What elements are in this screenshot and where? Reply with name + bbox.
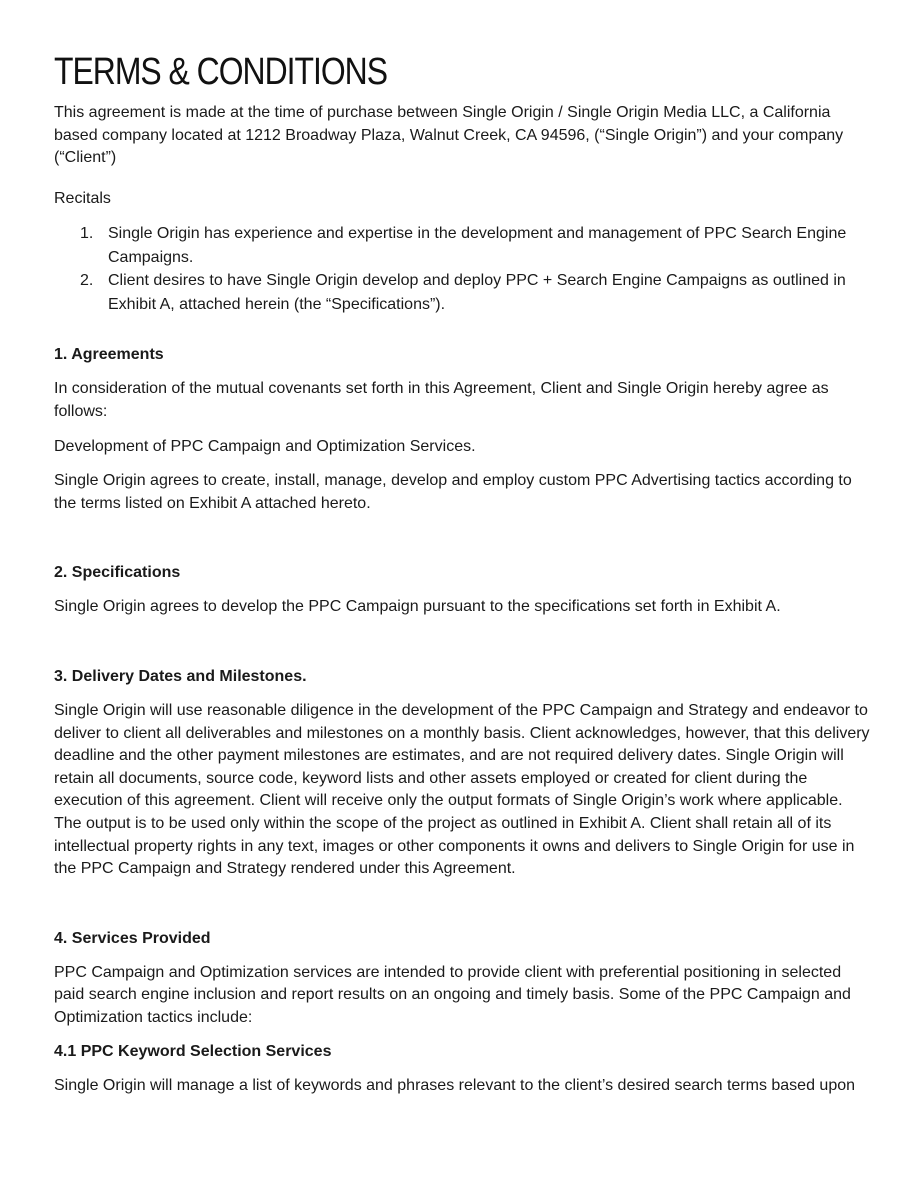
services-paragraph: PPC Campaign and Optimization services are intended to provide client with preferential positioning in selected paid search engine inclusion and report results on an ongoing and timely basis. Some of the PPC Campaign and Optimization tactics include: — [54, 963, 851, 1026]
specifications-paragraph: Single Origin agrees to develop the PPC Campaign pursuant to the specifications set forth in Exhibit A. — [54, 598, 781, 616]
section-heading-specifications: 2. Specifications — [54, 564, 181, 582]
recitals-list — [54, 222, 870, 316]
document-page — [54, 50, 870, 1110]
keyword-selection-paragraph: Single Origin will manage a list of keywords and phrases relevant to the client’s desired search terms based upon — [54, 1077, 856, 1095]
recital-item — [54, 269, 870, 316]
recital-number: 2. — [80, 272, 94, 290]
section-heading-services: 4. Services Provided — [54, 929, 211, 947]
subsection-heading-keyword-selection: 4.1 PPC Keyword Selection Services — [54, 1043, 332, 1061]
agreements-paragraph-2: Development of PPC Campaign and Optimization Services. — [54, 437, 476, 455]
page-title: TERMS & CONDITIONS — [54, 51, 387, 93]
recitals-label: Recitals — [54, 189, 111, 207]
recital-item — [54, 222, 870, 269]
recital-text: Client desires to have Single Origin develop and deploy PPC + Search Engine Campaigns as outlined in Exhibit A, attached herein (the “Specifications”). — [108, 272, 846, 313]
section-heading-delivery: 3. Delivery Dates and Milestones. — [54, 667, 307, 685]
section-heading-agreements: 1. Agreements — [54, 346, 164, 364]
intro-paragraph: This agreement is made at the time of purchase between Single Origin / Single Origin Media LLC, a California based company located at 1212 Broadway Plaza, Walnut Creek, CA 94596, (“Single Origin”) and your company (“Client”) — [54, 104, 844, 167]
delivery-paragraph: Single Origin will use reasonable diligence in the development of the PPC Campaign and Strategy and endeavor to deliver to client all deliverables and milestones on a monthly basis. Client acknowledges, however, that this delivery deadline and the other payment milestones are estimates, and are not required delivery dates. Single Origin will retain all documents, source code, keyword lists and other assets employed or created for client during the execution of this agreement. Client will receive only the output formats of Single Origin’s work where applicable. The output is to be used only within the scope of the project as outlined in Exhibit A. Client shall retain all of its intellectual property rights in any text, images or other components it owns and delivers to Single Origin for use in the PPC Campaign and Strategy rendered under this Agreement. — [54, 701, 870, 878]
recital-number: 1. — [80, 225, 94, 243]
agreements-paragraph-3: Single Origin agrees to create, install, manage, develop and employ custom PPC Advertising tactics according to the terms listed on Exhibit A attached hereto. — [54, 472, 852, 512]
recital-text: Single Origin has experience and expertise in the development and management of PPC Search Engine Campaigns. — [108, 225, 847, 266]
agreements-paragraph-1: In consideration of the mutual covenants set forth in this Agreement, Client and Single Origin hereby agree as follows: — [54, 380, 829, 420]
